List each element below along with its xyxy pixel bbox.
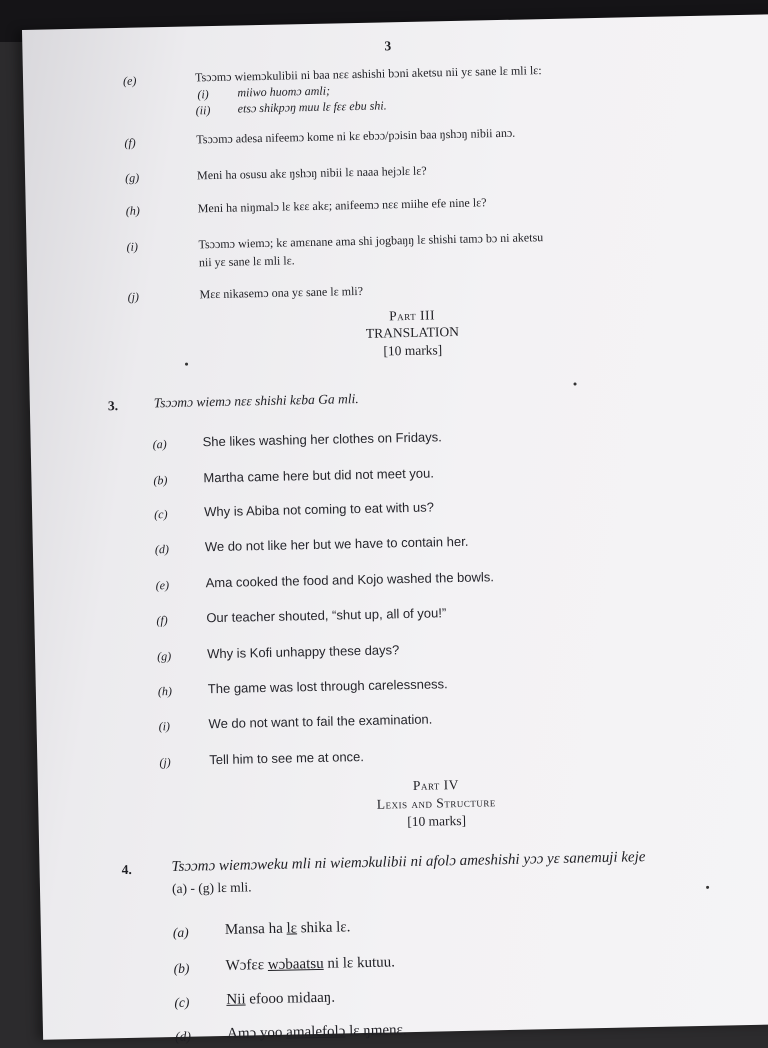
question-text: Tsɔɔmɔ wiemɔ; kɛ amɛnane ama shi jogbaŋŋ lɛ shishi tamɔ bɔ ni aketsu — [198, 230, 544, 252]
section-marks: [10 marks] — [383, 342, 443, 359]
item-label: (j) — [127, 289, 140, 304]
sub-label: (i) — [197, 87, 209, 102]
question-number: 4. — [121, 861, 132, 878]
translation-sentence: We do not like her but we have to contain her. — [204, 533, 469, 555]
question-text: Tsɔɔmɔ wiemɔkulibii ni baa nɛɛ ashishi bɔni aketsu nii yɛ sane lɛ mli lɛ: — [194, 63, 542, 85]
translation-sentence: Martha came here but did not meet you. — [203, 465, 435, 486]
item-label: (i) — [126, 239, 139, 254]
item-label: (f) — [124, 135, 136, 150]
item-label: (b) — [173, 960, 190, 977]
question-text: Tsɔɔmɔ adesa nifeemɔ kome ni kɛ ebɔɔ/pɔisin baa ŋshɔŋ nibii anɔ. — [196, 125, 516, 147]
item-label: (d) — [174, 1028, 192, 1045]
translation-sentence: She likes washing her clothes on Fridays. — [202, 429, 442, 450]
translation-sentence: Why is Kofi unhappy these days? — [206, 642, 400, 662]
item-label: (a) — [152, 437, 167, 452]
part-label: Part III — [388, 307, 436, 324]
translation-sentence: Tell him to see me at once. — [209, 749, 365, 768]
question-instruction: Tsɔɔmɔ wiemɔweku mli ni wiemɔkulibii ni afolɔ ameshishi yɔɔ yɛ sanemuji keje — [171, 849, 646, 876]
translation-sentence: Why is Abiba not coming to eat with us? — [203, 499, 435, 520]
section-marks: [10 marks] — [407, 812, 467, 830]
question-text-cont: nii yɛ sane lɛ mli lɛ. — [198, 253, 295, 270]
item-label: (d) — [154, 542, 170, 557]
speck-mark — [706, 886, 709, 889]
lexis-sentence: Nii efooo midaaŋ. — [226, 989, 336, 1008]
question-number: 3. — [107, 398, 119, 414]
item-label: (f) — [156, 613, 168, 628]
question-instruction-cont: (a) - (g) lɛ mli. — [171, 879, 252, 897]
part-label: Part IV — [412, 777, 460, 793]
question-instruction: Tsɔɔmɔ wiemɔ nɛɛ shishi kɛba Ga mli. — [153, 391, 359, 411]
lexis-sentence: Wɔfɛɛ wɔbaatsu ni lɛ kutuu. — [225, 954, 396, 974]
item-label: (c) — [154, 507, 168, 522]
lexis-sentence: Amɔ yoo amalefolɔ lɛ ŋmenɛ. — [226, 1022, 407, 1042]
translation-sentence: The game was lost through carelessness. — [207, 676, 448, 697]
page-number: 3 — [384, 38, 392, 54]
item-label: (g) — [124, 170, 140, 185]
translation-sentence: Our teacher shouted, “shut up, all of you!” — [206, 605, 447, 626]
sub-text: miiwo huomɔ amli; — [237, 83, 331, 100]
section-title: Lexis and Structure — [376, 794, 496, 812]
sub-label: (ii) — [195, 103, 211, 118]
item-label: (e) — [122, 73, 137, 88]
item-label: (e) — [155, 578, 170, 593]
sub-text: etsɔ shikpɔŋ muu lɛ fɛɛ ebu shi. — [237, 98, 387, 116]
speck-mark — [185, 363, 188, 366]
exam-page — [22, 14, 768, 1045]
item-label: (a) — [172, 924, 189, 941]
section-title: TRANSLATION — [365, 323, 460, 341]
translation-sentence: Ama cooked the food and Kojo washed the bowls. — [205, 569, 495, 591]
item-label: (h) — [125, 203, 140, 218]
item-label: (j) — [159, 755, 171, 770]
translation-sentence: We do not want to fail the examination. — [208, 711, 433, 732]
lexis-sentence: Mansa ha lɛ shika lɛ. — [224, 919, 351, 938]
item-label: (h) — [157, 684, 173, 699]
item-label: (g) — [156, 649, 172, 664]
question-text: Meni ha osusu akɛ ŋshɔŋ nibii lɛ naaa hejɔlɛ lɛ? — [196, 163, 427, 183]
speck-mark — [574, 382, 577, 385]
question-text: Mɛɛ nikasemɔ ona yɛ sane lɛ mli? — [199, 283, 364, 302]
item-label: (b) — [153, 473, 168, 488]
item-label: (c) — [174, 994, 190, 1011]
question-text: Meni ha niŋmalɔ lɛ kɛɛ akɛ; anifeemɔ nɛɛ miihe efe nine lɛ? — [197, 195, 487, 216]
item-label: (i) — [158, 719, 171, 734]
